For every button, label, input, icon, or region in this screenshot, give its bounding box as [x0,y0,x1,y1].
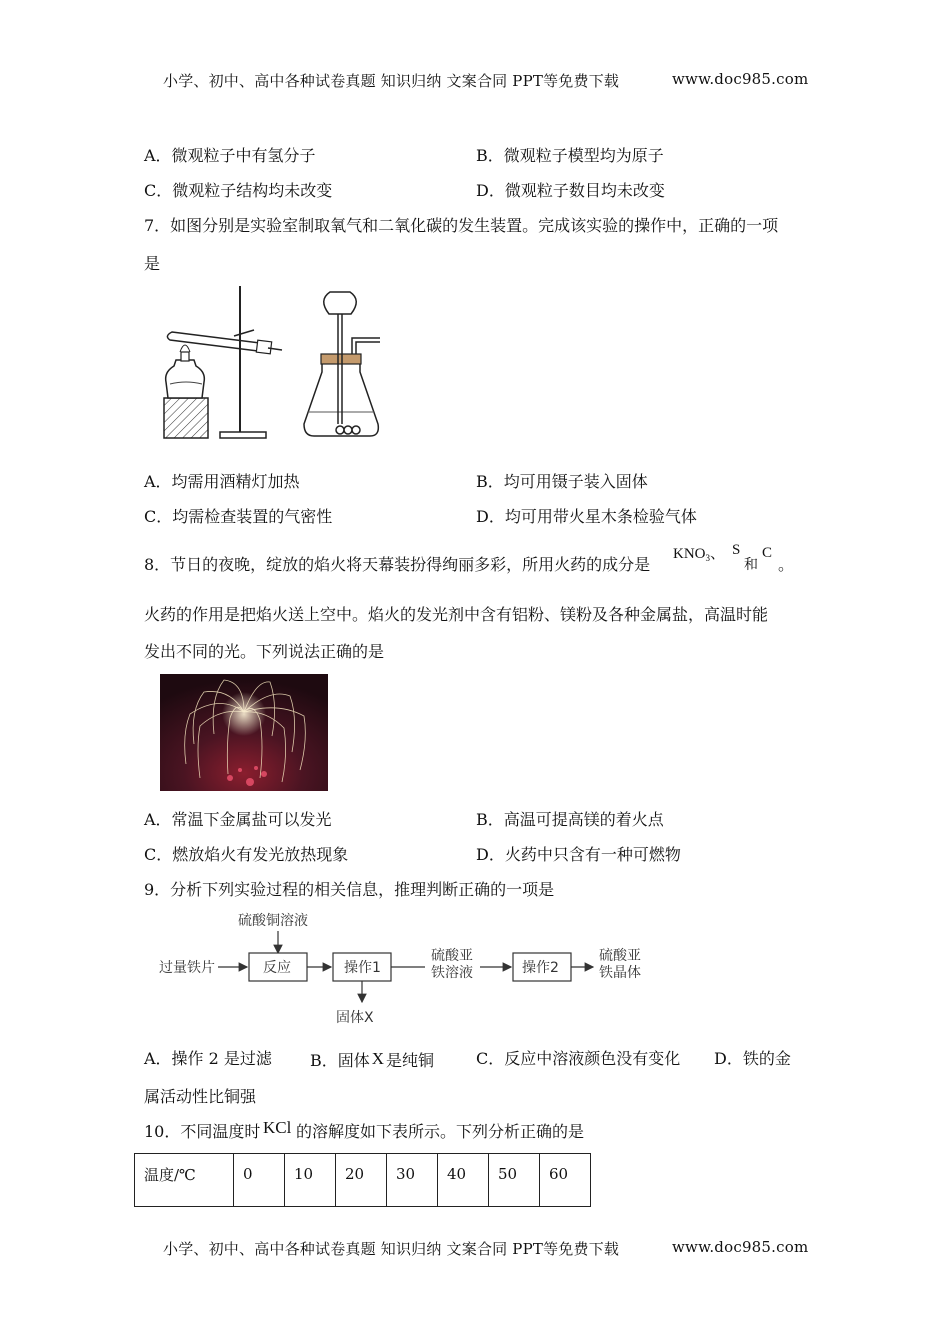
flow-box-op1: 操作1 [344,960,381,976]
flow-box-reaction: 反应 [263,960,291,976]
q9-option-d-line1: D．铁的金 [714,1049,791,1068]
q9-option-b-suffix: 是纯铜 [386,1051,435,1070]
q8-formula-s: S [732,542,741,558]
footer-text: 小学、初中、高中各种试卷真题 知识归纳 文案合同 PPT等免费下载 [163,1240,620,1258]
q8-stem-line2: 火药的作用是把焰火送上空中。焰火的发光剂中含有铝粉、镁粉及各种金属盐，高温时能 [144,605,769,624]
table-cell: 30 [387,1154,438,1207]
q8-option-a: A．常温下金属盐可以发光 [144,810,332,829]
flow-start: 过量铁片 [159,960,215,976]
q9-option-c: C．反应中溶液颜色没有变化 [476,1049,681,1068]
q8-option-b: B．高温可提高镁的着火点 [476,810,664,829]
q8-stem-line1 [144,555,650,575]
q8-option-d: D．火药中只含有一种可燃物 [476,845,681,864]
table-row [135,1154,591,1207]
q9-option-b-prefix: B．固体 [310,1051,370,1070]
solubility-table [134,1153,591,1207]
footer-url[interactable]: www.doc985.com [672,1238,809,1256]
flow-mid-line2: 铁溶液 [431,965,473,981]
q8-option-c: C．燃放焰火有发光放热现象 [144,845,349,864]
q7-stem-line1: 7．如图分别是实验室制取氧气和二氧化碳的发生装置。完成该实验的操作中，正确的一项 [144,216,779,235]
q10-stem-prefix: 10．不同温度时 [144,1122,261,1141]
flow-end-line1: 硫酸亚 [599,948,641,964]
q9-option-b [310,1049,434,1071]
q10-stem-suffix: 的溶解度如下表所示。下列分析正确的是 [296,1122,585,1141]
header-text: 小学、初中、高中各种试卷真题 知识归纳 文案合同 PPT等免费下载 [163,72,620,90]
q8-he: 和 [744,557,758,573]
separator: 、 [710,546,726,562]
q7-stem-line2: 是 [144,254,161,273]
table-cell: 10 [285,1154,336,1207]
q9-option-b-x: X [371,1049,385,1068]
fireworks-photo [160,674,328,791]
q6-option-c: C．微观粒子结构均未改变 [144,181,333,200]
kno-text: KNO [673,546,706,562]
flow-top-input: 硫酸铜溶液 [238,913,308,929]
process-flow-diagram [150,905,660,1030]
table-cell: 20 [336,1154,387,1207]
lab-apparatus-illustration [158,284,383,442]
table-cell: 温度/℃ [135,1154,234,1207]
flow-bottom-output: 固体X [336,1010,374,1026]
table-cell: 50 [489,1154,540,1207]
q9-stem: 9．分析下列实验过程的相关信息，推理判断正确的一项是 [144,880,555,899]
flow-mid-line1: 硫酸亚 [431,948,473,964]
q6-option-d: D．微观粒子数目均未改变 [476,181,665,200]
q8-formula-kno3 [673,542,725,563]
q8-formula-c: C [762,545,773,561]
q8-stem-line3: 发出不同的光。下列说法正确的是 [144,642,385,661]
q10-kcl: KCl [263,1118,292,1137]
q7-option-b: B．均可用镊子装入固体 [476,472,648,491]
q6-option-a: A．微观粒子中有氢分子 [144,146,316,165]
table-cell: 40 [438,1154,489,1207]
table-cell: 0 [234,1154,285,1207]
header-url[interactable]: www.doc985.com [672,70,809,88]
kno-subscript: 3 [705,553,710,563]
q9-option-a: A．操作 2 是过滤 [144,1049,272,1068]
q7-option-a: A．均需用酒精灯加热 [144,472,300,491]
q6-option-b: B．微观粒子模型均为原子 [476,146,664,165]
q8-stem-prefix: 8．节日的夜晚，绽放的焰火将天幕装扮得绚丽多彩，所用火药的成分是 [144,555,651,574]
flow-end-line2: 铁晶体 [599,965,641,981]
q8-period: 。 [778,555,795,574]
table-cell: 60 [540,1154,591,1207]
flow-box-op2: 操作2 [522,960,559,976]
q7-option-c: C．均需检查装置的气密性 [144,507,333,526]
q9-option-d-line2: 属活动性比铜强 [144,1087,257,1106]
q7-option-d: D．均可用带火星木条检验气体 [476,507,697,526]
